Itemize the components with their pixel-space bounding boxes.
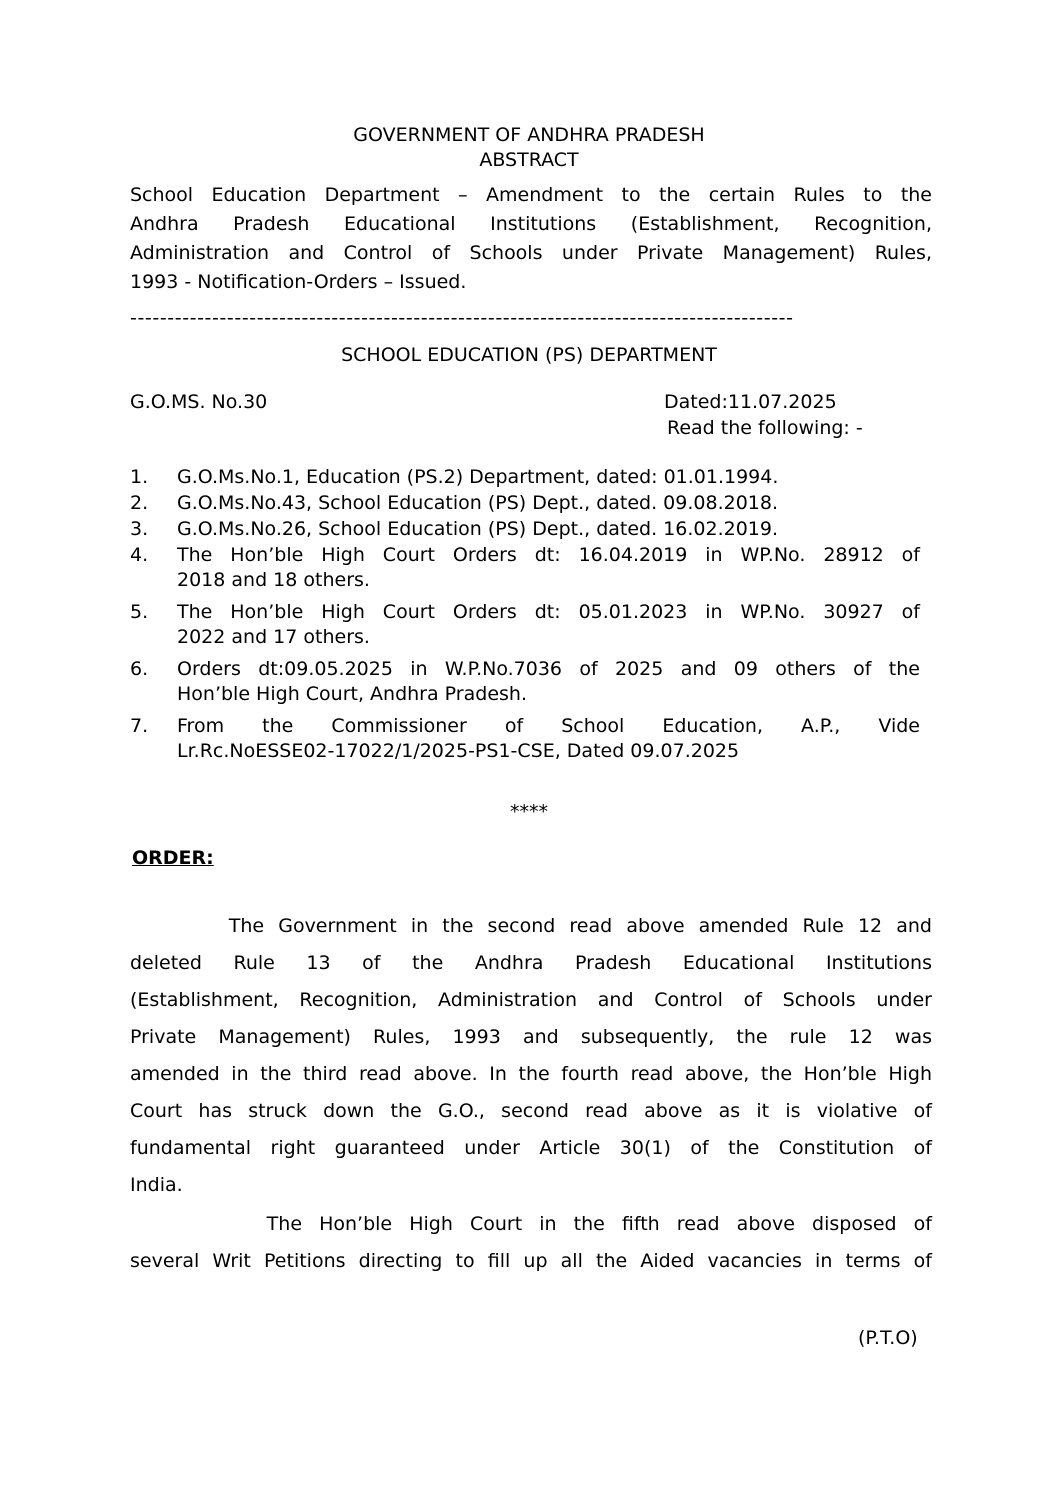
subject-line: Administration and Control of Schools under Private Management) Rules,: [130, 242, 932, 264]
reference-item: [130, 543, 920, 600]
paragraph-line: fundamental right guaranteed under Article 30(1) of the Constitution of: [130, 1137, 932, 1159]
paragraph-line: amended in the third read above. In the fourth read above, the Hon’ble High: [130, 1063, 932, 1085]
go-number: G.O.MS. No.30: [130, 391, 268, 413]
paragraph-line: The Hon’ble High Court in the fifth read above disposed of: [130, 1213, 932, 1235]
separator-line: -----------------------------------------------------------------------------------------: [130, 307, 794, 329]
department-heading: SCHOOL EDUCATION (PS) DEPARTMENT: [341, 344, 717, 366]
reference-number: 2.: [130, 492, 149, 514]
order-paragraph-2: [130, 1206, 932, 1280]
paragraph-line: deleted Rule 13 of the Andhra Pradesh Educational Institutions: [130, 952, 932, 974]
reference-text: 2018 and 18 others.: [177, 569, 370, 591]
reference-text: Hon’ble High Court, Andhra Pradesh.: [177, 683, 527, 705]
reference-text: 2022 and 17 others.: [177, 626, 370, 648]
reference-text: G.O.Ms.No.1, Education (PS.2) Department, dated: 01.01.1994.: [177, 466, 779, 488]
reference-text: The Hon’ble High Court Orders dt: 16.04.2019 in WP.No. 28912 of: [177, 544, 920, 566]
paragraph-line: Private Management) Rules, 1993 and subsequently, the rule 12 was: [130, 1026, 932, 1048]
reference-text: G.O.Ms.No.26, School Education (PS) Dept., dated. 16.02.2019.: [177, 518, 779, 540]
reference-item: [130, 657, 920, 714]
reference-text: Orders dt:09.05.2025 in W.P.No.7036 of 2025 and 09 others of the: [177, 658, 920, 680]
subject-block: [130, 181, 932, 297]
reference-text: Lr.Rc.NoESSE02-17022/1/2025-PS1-CSE, Dated 09.07.2025: [177, 740, 740, 762]
subject-line: Andhra Pradesh Educational Institutions (Establishment, Recognition,: [130, 213, 932, 235]
stars-divider: ****: [510, 801, 548, 823]
reference-number: 5.: [130, 601, 149, 623]
paragraph-line: several Writ Petitions directing to fill up all the Aided vacancies in terms of: [130, 1250, 932, 1272]
subject-line: School Education Department – Amendment to the certain Rules to the: [130, 184, 932, 206]
subject-line: 1993 - Notification-Orders – Issued.: [130, 271, 467, 293]
reference-number: 1.: [130, 466, 149, 488]
reference-number: 6.: [130, 658, 149, 680]
government-heading: GOVERNMENT OF ANDHRA PRADESH: [353, 124, 705, 146]
abstract-heading: ABSTRACT: [479, 149, 579, 171]
reference-number: 7.: [130, 715, 149, 737]
paragraph-line: (Establishment, Recognition, Administration and Control of Schools under: [130, 989, 932, 1011]
reference-number: 4.: [130, 544, 149, 566]
reference-number: 3.: [130, 518, 149, 540]
go-date: Dated:11.07.2025: [664, 391, 837, 413]
read-following: Read the following: -: [667, 417, 863, 439]
reference-item: [130, 714, 920, 771]
order-paragraph-1: [130, 908, 932, 1204]
order-heading: ORDER:: [132, 847, 214, 869]
reference-text: G.O.Ms.No.43, School Education (PS) Dept., dated. 09.08.2018.: [177, 492, 779, 514]
reference-item: [130, 491, 920, 517]
reference-item: [130, 465, 920, 491]
reference-item: [130, 517, 920, 543]
paragraph-line: India.: [130, 1174, 183, 1196]
references-list: [130, 465, 920, 771]
paragraph-line: The Government in the second read above amended Rule 12 and: [130, 915, 932, 937]
reference-item: [130, 600, 920, 657]
reference-text: The Hon’ble High Court Orders dt: 05.01.2023 in WP.No. 30927 of: [177, 601, 920, 623]
paragraph-line: Court has struck down the G.O., second read above as it is violative of: [130, 1100, 932, 1122]
reference-text: From the Commissioner of School Education, A.P., Vide: [177, 715, 920, 737]
pto-note: (P.T.O): [858, 1327, 918, 1349]
